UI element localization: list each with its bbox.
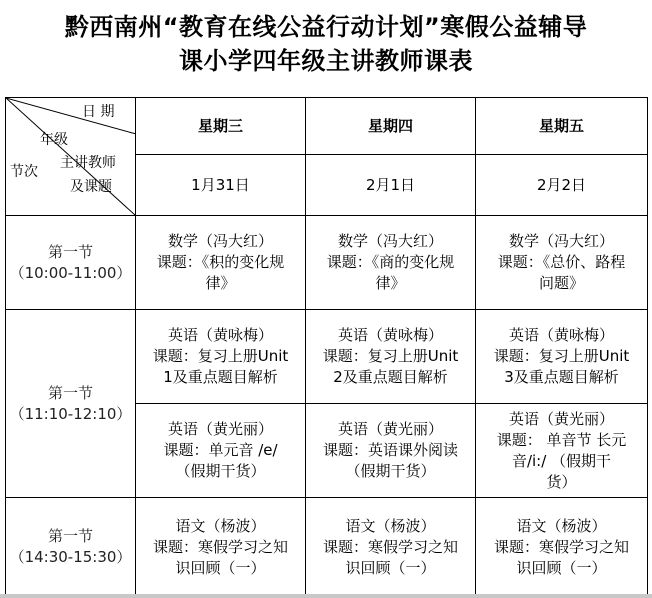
title-line-2: 课小学四年级主讲教师课表 (179, 47, 473, 75)
lesson-cell (476, 216, 648, 310)
lesson-teacher: 数学（冯大红） (508, 232, 614, 250)
lesson-topic: 课题：寒假学习之知 (152, 537, 288, 556)
period-cell (6, 216, 136, 310)
date-cell-thu: 2月1日 (306, 155, 476, 216)
period-time: （11:10-12:10） (9, 404, 132, 423)
bottom-scroll-strip (0, 594, 652, 598)
lesson-teacher: 语文（杨波） (175, 516, 266, 535)
title-line-1: 黔西南州“教育在线公益行动计划”寒假公益辅导 (64, 13, 588, 41)
weekday-cell-fri: 星期五 (476, 98, 648, 155)
period-name: 第一节 (47, 527, 93, 545)
lesson-cell (306, 404, 476, 498)
period-time: （10:00-11:00） (9, 263, 132, 282)
lesson-cell (476, 404, 648, 498)
period-cell (6, 498, 136, 597)
lesson-topic-cont: 3及重点题目解析 (504, 368, 619, 386)
corner-period-label: 节次 (10, 164, 38, 180)
lesson-topic: 课题：复习上册Unit (322, 347, 459, 365)
corner-topic-label: 及课题 (70, 179, 112, 195)
period-cell (6, 310, 136, 498)
table-row (6, 310, 648, 404)
lesson-cell (136, 310, 306, 404)
corner-teacher-label: 主讲教师 (60, 155, 116, 171)
lesson-topic-cont: 问题》 (538, 274, 584, 292)
lesson-topic: 课题：寒假学习之知 (322, 537, 458, 556)
table-row (6, 216, 648, 310)
lesson-cell (306, 310, 476, 404)
lesson-topic: 课题： 单音节 长元 (496, 430, 627, 449)
lesson-topic: 课题：《商的变化规 (326, 253, 455, 271)
schedule-table (5, 97, 648, 597)
lesson-teacher: 英语（黄咏梅） (337, 326, 443, 344)
lesson-cell (476, 498, 648, 597)
lesson-teacher: 英语（黄咏梅） (508, 326, 614, 344)
lesson-topic: 课题：寒假学习之知 (493, 537, 629, 556)
header-row-weekday (6, 98, 648, 155)
lesson-teacher: 英语（黄咏梅） (167, 326, 273, 344)
lesson-topic-cont: （假期干货） (175, 462, 266, 480)
lesson-topic: 课题：单元音 /e/ (163, 441, 278, 459)
period-time: （14:30-15:30） (9, 548, 132, 566)
date-cell-wed: 1月31日 (136, 155, 306, 216)
corner-header-cell (6, 98, 136, 216)
lesson-topic-cont: 音/i:/ （假期干 (511, 451, 612, 470)
lesson-teacher: 英语（黄光丽） (508, 409, 614, 428)
lesson-topic: 课题：《总价、路程 (497, 253, 626, 271)
lesson-cell (136, 216, 306, 310)
period-name: 第一节 (47, 383, 93, 402)
lesson-topic: 课题：英语课外阅读 (322, 441, 458, 459)
corner-date-label: 日 期 (82, 104, 115, 120)
lesson-cell (306, 216, 476, 310)
lesson-topic-cont: 识回顾（一） (345, 558, 436, 577)
lesson-cell (306, 498, 476, 597)
lesson-topic: 课题：复习上册Unit (493, 347, 630, 365)
lesson-teacher: 英语（黄光丽） (167, 420, 273, 438)
lesson-topic: 课题：复习上册Unit (152, 347, 289, 365)
lesson-topic-cont: 2及重点题目解析 (333, 368, 448, 386)
period-name: 第一节 (47, 242, 93, 261)
date-cell-fri: 2月2日 (476, 155, 648, 216)
lesson-topic: 课题：《积的变化规 (156, 253, 285, 271)
page-title (0, 10, 652, 78)
lesson-topic-cont: 律》 (205, 274, 236, 292)
lesson-teacher: 语文（杨波） (516, 516, 607, 535)
lesson-teacher: 语文（杨波） (345, 516, 436, 535)
lesson-topic-cont: （假期干货） (345, 462, 436, 480)
weekday-cell-wed: 星期三 (136, 98, 306, 155)
lesson-topic-cont: 1及重点题目解析 (163, 368, 278, 386)
weekday-cell-thu: 星期四 (306, 98, 476, 155)
table-row (6, 498, 648, 597)
lesson-cell (136, 404, 306, 498)
lesson-cell (476, 310, 648, 404)
lesson-teacher: 数学（冯大红） (167, 232, 273, 250)
lesson-cell (136, 498, 306, 597)
lesson-teacher: 数学（冯大红） (337, 232, 443, 250)
corner-grade-label: 年级 (40, 132, 68, 148)
lesson-topic-cont: 货） (546, 472, 577, 491)
lesson-topic-cont: 识回顾（一） (175, 558, 266, 577)
lesson-topic-cont: 识回顾（一） (516, 558, 607, 577)
lesson-topic-cont: 律》 (375, 274, 406, 292)
lesson-teacher: 英语（黄光丽） (337, 420, 443, 438)
